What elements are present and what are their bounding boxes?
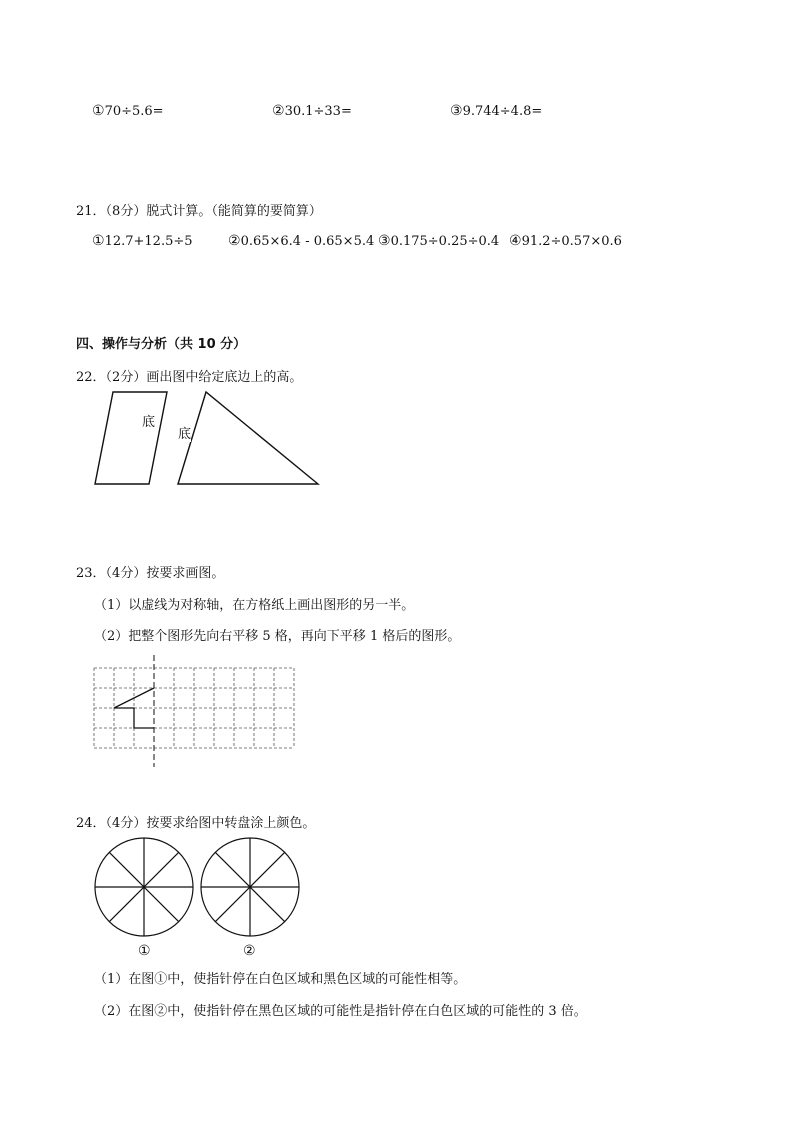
q20-item-3-expr: 9.744÷4.8= [462, 104, 543, 119]
q20-item-2 [272, 103, 352, 119]
q21-item-3 [378, 233, 499, 249]
q24-sub-2: （2）在图②中，使指针停在黑色区域的可能性是指针停在白色区域的可能性的 3 倍。 [94, 1004, 587, 1019]
q20-item-1-number: ① [92, 103, 105, 119]
q20-item-3 [450, 103, 542, 119]
q23-title: 23．（4分）按要求画图。 [76, 566, 225, 581]
spinner-2 [201, 838, 299, 936]
q20-item-1-expr: 70÷5.6= [104, 104, 164, 119]
q21-item-1-number: ① [92, 233, 105, 249]
q21-item-2 [228, 233, 374, 249]
q21-item-3-number: ③ [378, 233, 391, 249]
spinner-1 [95, 838, 193, 936]
q23-sub-1: （1）以虚线为对称轴，在方格纸上画出图形的另一半。 [94, 598, 415, 613]
q20-item-2-expr: 30.1÷33= [284, 104, 352, 119]
q21-item-4-number: ④ [509, 233, 522, 249]
spinner-1-label: ① [138, 943, 151, 959]
q21-item-4 [509, 233, 622, 249]
q21-item-1-expr: 12.7+12.5÷5 [104, 234, 193, 249]
spinners [90, 835, 305, 940]
q21-title: 21．（8分）脱式计算。（能简算的要简算） [76, 204, 322, 219]
q22-figures [90, 388, 322, 488]
q23-grid-figure [90, 655, 300, 767]
q21-item-2-expr: 0.65×6.4 - 0.65×5.4 [240, 234, 375, 249]
q21-item-4-expr: 91.2÷0.57×0.6 [521, 234, 622, 249]
q24-sub-1: （1）在图①中，使指针停在白色区域和黑色区域的可能性相等。 [94, 972, 467, 987]
q21-item-2-number: ② [228, 233, 241, 249]
q24-title: 24．（4分）按要求给图中转盘涂上颜色。 [76, 816, 316, 831]
q20-item-1 [92, 103, 164, 119]
spinner-2-label: ② [243, 943, 256, 959]
parallelogram-figure [95, 392, 167, 484]
parallelogram-base-label: 底 [142, 415, 156, 430]
q20-item-2-number: ② [272, 103, 285, 119]
q22-title: 22．（2分）画出图中给定底边上的高。 [76, 370, 303, 385]
triangle-figure [178, 392, 318, 484]
section-4-title: 四、操作与分析（共 10 分） [76, 337, 247, 352]
triangle-base-label: 底 [178, 423, 191, 442]
q21-item-3-expr: 0.175÷0.25÷0.4 [390, 234, 500, 249]
q23-sub-2: （2）把整个图形先向右平移 5 格，再向下平移 1 格后的图形。 [94, 629, 461, 644]
q21-item-1 [92, 233, 193, 249]
q20-item-3-number: ③ [450, 103, 463, 119]
